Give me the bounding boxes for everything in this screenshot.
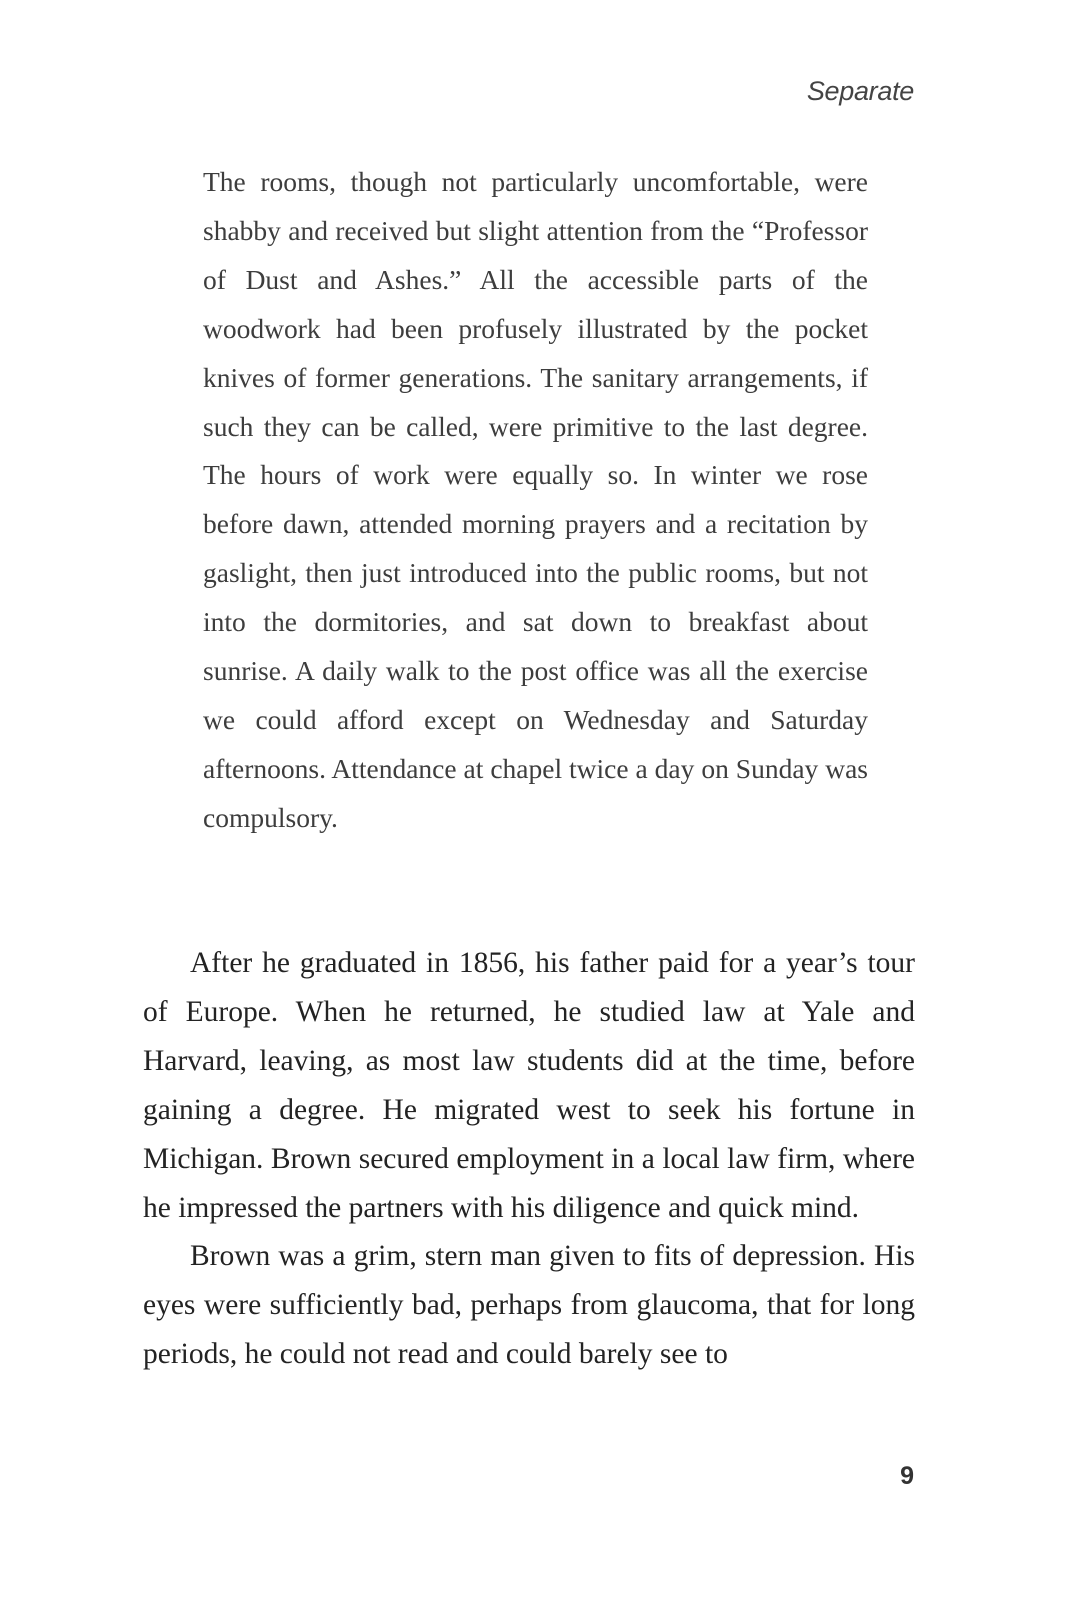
body-paragraph: Brown was a grim, stern man given to fits of depression. His eyes were sufficiently bad, perhaps from glaucoma, that for long periods, he could not read and could barely see to bbox=[143, 1240, 915, 1371]
block-quote: The rooms, though not particularly uncomfortable, were shabby and received but slight attention from the “Professor of Dust and Ashes.” All the accessible parts of the woodwork had been profusely illustrated by the pocket knives of former generations. The sanitary arrangements, if such they can be called, were primitive to the last degree. The hours of work were equally so. In winter we rose before dawn, attended morning prayers and a recitation by gaslight, then just introduced into the public rooms, but not into the dormitories, and sat down to breakfast about sunrise. A daily walk to the post office was all the exercise we could afford except on Wednesday and Saturday afternoons. Attendance at chapel twice a day on Sunday was compulsory. bbox=[203, 166, 868, 833]
page-number: 9 bbox=[900, 1462, 914, 1490]
body-text bbox=[143, 939, 915, 1379]
running-head-title: Separate bbox=[806, 76, 914, 106]
body-paragraph: After he graduated in 1856, his father paid for a year’s tour of Europe. When he returned, he studied law at Yale and Harvard, leaving, as most law students did at the time, before gaining a degree. He migrated west to seek his fortune in Michigan. Brown secured employment in a local law firm, where he impressed the partners with his diligence and quick mind. bbox=[143, 947, 915, 1224]
